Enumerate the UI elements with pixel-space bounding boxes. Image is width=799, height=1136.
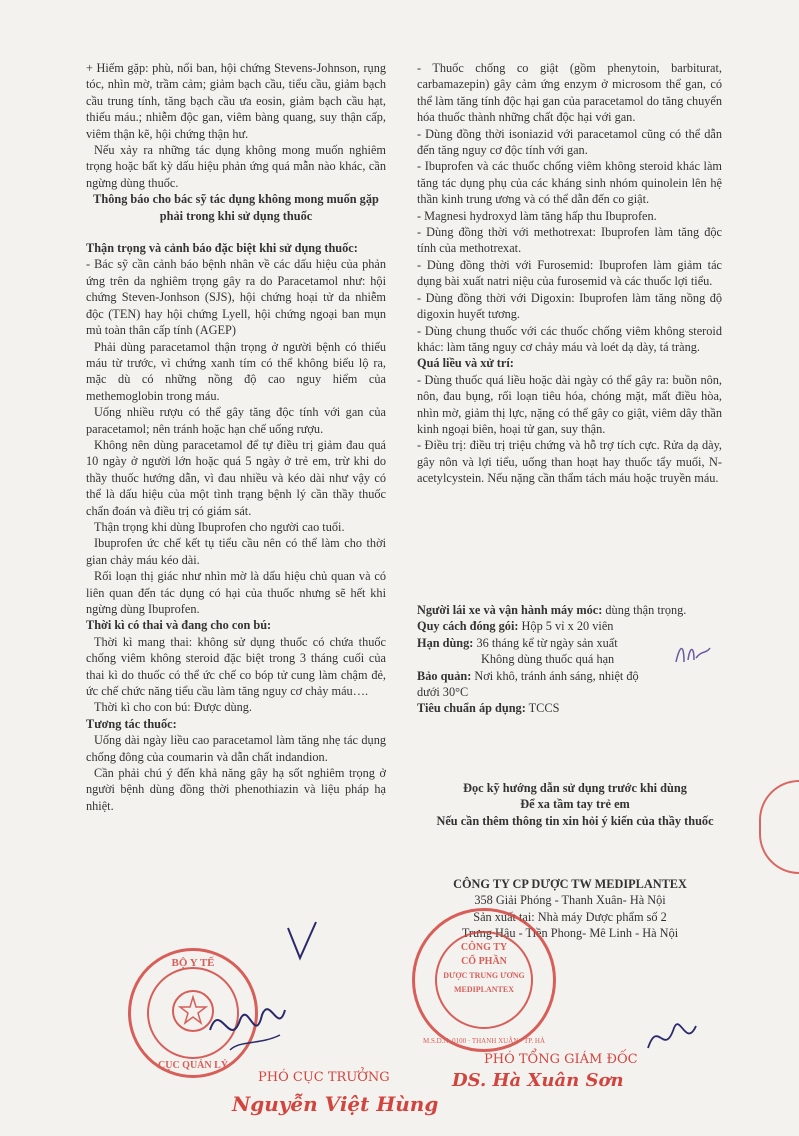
left-column-paragraph: Uống dài ngày liều cao paracetamol làm tăng nhẹ tác dụng chống đông của coumarin và dẫn chất indandion.: [86, 733, 386, 764]
left-column-paragraph: - Bác sỹ cần cảnh báo bệnh nhân về các dấu hiệu của phản ứng trên da nghiêm trọng gây ra do Paracetamol như: hội chứng Steven-Jonhson (SJS), hội chứng hoại tử da nhiễm độc (TEN) hay hội chứng Lyell, hội chứng ngoại ban mụn mủ toàn thân cấp tính (AGEP): [86, 257, 386, 338]
warnings-block: [430, 780, 720, 829]
left-column-paragraph: Cần phải chú ý đến khả năng gây hạ sốt nghiêm trọng ở người bệnh dùng đồng thời phenothiazin và liệu pháp hạ nhiệt.: [86, 766, 386, 813]
left-column-paragraph: Tương tác thuốc:: [86, 716, 177, 731]
right-signatory-name: DS. Hà Xuân Sơn: [452, 1070, 624, 1091]
packaging-value: Hộp 5 vỉ x 20 viên: [518, 619, 614, 634]
left-column-paragraph: Rối loạn thị giác như nhìn mờ là dấu hiệu chủ quan và có liên quan đến tác dụng có hại của thuốc nhưng sẽ hết khi ngừng dùng Ibuprofen.: [86, 569, 386, 616]
warning-ask-doctor: Nếu cần thêm thông tin xin hỏi ý kiến của thầy thuốc: [436, 813, 714, 828]
left-column-paragraph: Nếu xảy ra những tác dụng không mong muốn nghiêm trọng hoặc bất kỳ dấu hiệu phản ứng quá mẫn nào khác, cần ngừng dùng thuốc.: [86, 143, 386, 190]
driving-label: Người lái xe và vận hành máy móc:: [417, 603, 603, 617]
right-signature-scribble: [640, 1008, 710, 1068]
company-stamp-line-2: CỔ PHẦN: [461, 956, 507, 967]
warning-keep-away-children: Để xa tầm tay trẻ em: [520, 797, 630, 812]
initials-signature-icon: [672, 640, 712, 670]
expiry-label: Hạn dùng:: [417, 635, 474, 650]
driving-value: dùng thận trọng.: [602, 603, 687, 617]
company-factory: Sản xuất tại: Nhà máy Dược phẩm số 2: [473, 909, 667, 924]
company-stamp-line-1: CÔNG TY: [460, 942, 508, 953]
standard-label: Tiêu chuẩn áp dụng:: [417, 701, 526, 716]
company-stamp: [412, 908, 556, 1052]
standard-line: [417, 700, 717, 716]
ministry-stamp-top-text: BỘ Y TẾ: [171, 957, 215, 969]
left-signatory-name: Nguyễn Việt Hùng: [232, 1092, 439, 1116]
company-factory-address: Trưng Hậu - Tiền Phong- Mê Linh - Hà Nội: [461, 926, 679, 941]
company-stamp-ring-text: M.S.D.N: 0100 · THANH XUÂN · TP. HÀ: [422, 1037, 546, 1045]
right-column-paragraph: - Ibuprofen và các thuốc chống viêm không steroid khác làm tăng tác dụng phụ của các kháng sinh nhóm quinolein lên hệ thần kinh trung ương và có thể dẫn đến co giật.: [417, 159, 722, 207]
right-column-paragraph: - Thuốc chống co giật (gồm phenytoin, barbiturat, carbamazepin) gây cảm ứng enzym ở microsom thể gan, có thể làm tăng tính độc hại gan của paracetamol do tăng chuyển hóa thuốc thành những chất độc hại với gan.: [417, 61, 722, 125]
packaging-label: Quy cách đóng gói:: [417, 619, 519, 634]
edge-stamp-fragment: [759, 780, 799, 874]
right-column-paragraph: - Dùng đồng thời isoniazid với paracetamol cũng có thể dẫn đến tăng nguy cơ độc tính với gan.: [417, 126, 722, 158]
right-column-paragraph: Quá liều và xử trí:: [417, 356, 514, 371]
right-column-paragraph: - Magnesi hydroxyd làm tăng hấp thu Ibuprofen.: [417, 208, 657, 223]
right-column-paragraph: - Dùng đồng thời với methotrexat: Ibuprofen làm tăng độc tính của methotrexat.: [417, 225, 722, 256]
company-address: 358 Giải Phóng - Thanh Xuân- Hà Nội: [474, 893, 666, 908]
left-column-paragraph: Phải dùng paracetamol thận trọng ở người bệnh có thiếu máu từ trước, vì chứng xanh tím có thể không biểu lộ ra, mặc dù có những nồng độ cao nguy hiểm của methemoglobin trong máu.: [86, 339, 386, 403]
standard-value: TCCS: [525, 701, 560, 716]
expiry-note: Không dùng thuốc quá hạn: [481, 652, 615, 667]
left-column: [86, 60, 386, 814]
company-stamp-line-4: MEDIPLANTEX: [453, 985, 514, 994]
left-column-paragraph: Thời kì cho con bú: Được dùng.: [94, 700, 252, 715]
expiry-value: 36 tháng kể từ ngày sản xuất: [473, 635, 618, 650]
left-column-paragraph: Không nên dùng paracetamol để tự điều trị giảm đau quá 10 ngày ở người lớn hoặc quá 5 ngày ở trẻ em, trừ khi do thầy thuốc hướng dẫn, vì đau nhiều và kéo dài như vậy có thể là dấu hiệu của một tình trạng bệnh lý cần thầy thuốc chẩn đoán và điều trị có giám sát.: [86, 437, 386, 518]
packaging-line: [417, 618, 717, 634]
left-column-paragraph: Thời kì mang thai: không sử dụng thuốc có chứa thuốc chống viêm không steroid đặc biệt trong 3 tháng cuối của thai kì do thuốc có thể ức chế co bóp tử cung làm chậm đẻ, ức chế chức năng tiểu cầu làm tăng nguy cơ chảy máu….: [86, 634, 386, 699]
left-column-paragraph: Thận trọng khi dùng Ibuprofen cho người cao tuổi.: [94, 519, 345, 534]
initials-mark: [672, 640, 712, 676]
left-column-paragraph: + Hiếm gặp: phù, nổi ban, hội chứng Stevens-Johnson, rụng tóc, nhìn mờ, trầm cảm; giảm bạch cầu, tiểu cầu, giảm bạch cầu trung tính, tăng bạch cầu ưa eosin, giảm bạch cầu hạt, thiếu máu.; nhiễm độc gan, viêm bàng quang, suy thận cấp, viêm thận kẽ, hội chứng thận hư.: [86, 61, 386, 141]
company-stamp-center: [415, 941, 553, 997]
driving-line: [417, 602, 717, 618]
left-column-paragraph: Thông báo cho bác sỹ tác dụng không mong muốn gặp phải trong khi sử dụng thuốc: [93, 192, 379, 223]
left-signatory-title: PHÓ CỤC TRƯỞNG: [258, 1070, 390, 1085]
left-signature-scribble: [200, 990, 290, 1070]
right-column-paragraph: - Điều trị: điều trị triệu chứng và hỗ trợ tích cực. Rửa dạ dày, gây nôn và lợi tiểu, uống than hoạt hay thuốc tẩy muối, N-acetylcystein. Nếu nặng cần thẩm tách máu hoặc truyền máu.: [417, 438, 722, 486]
company-name: CÔNG TY CP DƯỢC TW MEDIPLANTEX: [453, 877, 687, 891]
right-column-paragraph: - Dùng đồng thời với Digoxin: Ibuprofen làm tăng nồng độ digoxin huyết tương.: [417, 290, 722, 322]
left-column-paragraph: Thời kì có thai và đang cho con bú:: [86, 618, 272, 633]
warning-read-instructions: Đọc kỹ hướng dẫn sử dụng trước khi dùng: [463, 781, 687, 795]
storage-value: Nơi khô, tránh ánh sáng, nhiệt độ dưới 30°C: [417, 668, 639, 700]
ministry-stamp-bottom-text: CỤC QUẢN LÝ: [158, 1060, 228, 1071]
company-stamp-line-3: DƯỢC TRUNG ƯƠNG: [443, 971, 525, 980]
storage-line: [417, 668, 647, 701]
left-check-signature: [282, 918, 322, 968]
right-column-paragraph: - Dùng đồng thời với Furosemid: Ibuprofen làm giảm tác dụng bài xuất natri niệu của furosemid và các thuốc lợi tiểu.: [417, 257, 722, 289]
left-column-paragraph: Thận trọng và cảnh báo đặc biệt khi sử dụng thuốc:: [86, 241, 358, 256]
left-column-paragraph: Uống nhiều rượu có thể gây tăng độc tính với gan của paracetamol; nên tránh hoặc hạn chế uống rượu.: [86, 405, 386, 436]
right-column: [417, 60, 722, 487]
left-column-paragraph: [86, 224, 386, 240]
right-signatory-title: PHÓ TỔNG GIÁM ĐỐC: [484, 1052, 638, 1067]
left-column-paragraph: Ibuprofen ức chế kết tụ tiểu cầu nên có thể làm cho thời gian chảy máu kéo dài.: [86, 536, 386, 567]
right-column-paragraph: - Dùng thuốc quá liều hoặc dài ngày có thể gây ra: buồn nôn, nôn, đau bụng, rối loạn tiêu hóa, chóng mặt, mất điều hòa, nhìn mờ, giảm thị lực, nặng có thể gây co giật, viêm dây thần kinh ngoại biên, hoại tử gan, suy thận.: [417, 372, 722, 436]
storage-label: Bảo quản:: [417, 668, 472, 683]
right-column-paragraph: - Dùng chung thuốc với các thuốc chống viêm không steroid khác: làm tăng nguy cơ chảy máu và loét dạ dày, tá tràng.: [417, 323, 722, 354]
